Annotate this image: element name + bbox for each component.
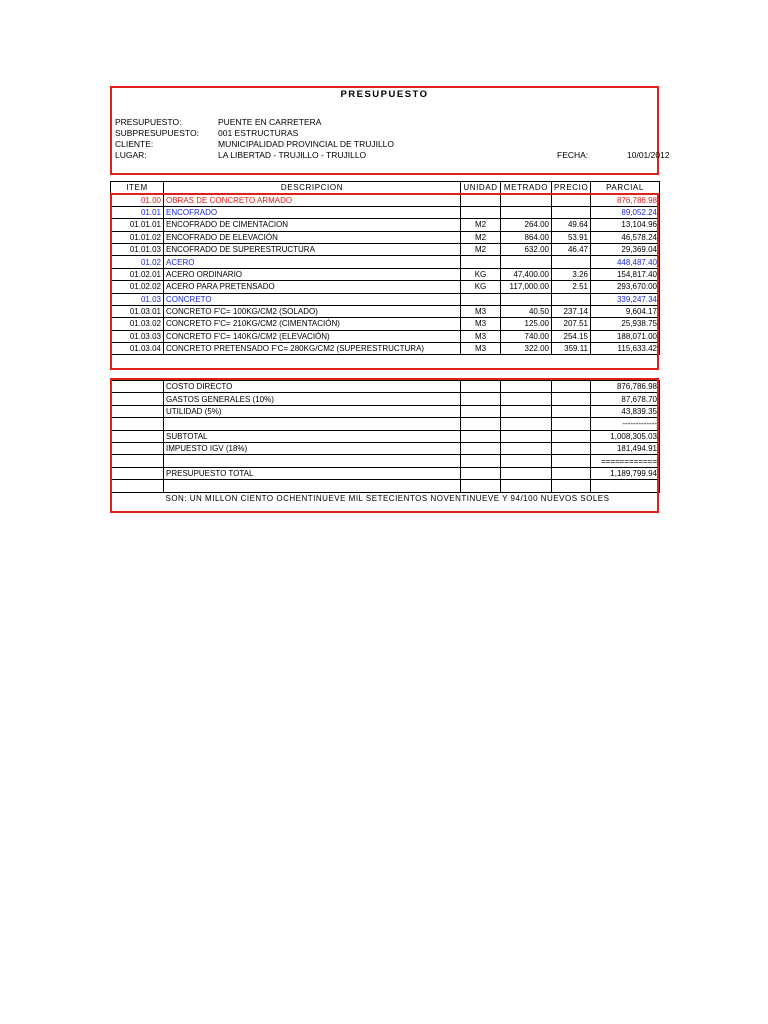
- row-unidad: [461, 293, 501, 305]
- row-precio: 359.11: [552, 343, 591, 355]
- table-row: [111, 305, 660, 317]
- summary-parcial: 1,008,305.03: [591, 430, 660, 442]
- row-item: 01.02.02: [111, 281, 164, 293]
- col-unidad: UNIDAD: [461, 182, 501, 194]
- summary-metrado: [501, 381, 552, 393]
- row-parcial: 115,633.42: [591, 343, 660, 355]
- row-precio: [552, 256, 591, 268]
- row-description: ACERO ORDINARIO: [164, 268, 461, 280]
- summary-item: [111, 418, 164, 430]
- summary-row: [111, 381, 660, 393]
- summary-precio: [552, 455, 591, 467]
- row-unidad: M2: [461, 219, 501, 231]
- summary-precio: [552, 405, 591, 417]
- row-precio: 2.51: [552, 281, 591, 293]
- row-precio: 237.14: [552, 305, 591, 317]
- summary-parcial: ============: [591, 455, 660, 467]
- row-item: 01.03: [111, 293, 164, 305]
- summary-metrado: [501, 480, 552, 492]
- row-description: CONCRETO F'C= 210KG/CM2 (CIMENTACIÓN): [164, 318, 461, 330]
- summary-parcial: 43,839.35: [591, 405, 660, 417]
- row-metrado: 322.00: [501, 343, 552, 355]
- summary-row: [111, 393, 660, 405]
- row-item: 01.02.01: [111, 268, 164, 280]
- row-unidad: KG: [461, 281, 501, 293]
- summary-description: GASTOS GENERALES (10%): [164, 393, 461, 405]
- table-row: [111, 268, 660, 280]
- header-box: [110, 86, 670, 175]
- summary-metrado: [501, 455, 552, 467]
- row-item: 01.03.01: [111, 305, 164, 317]
- row-unidad: KG: [461, 268, 501, 280]
- row-parcial: 154,817.40: [591, 268, 660, 280]
- row-unidad: [461, 206, 501, 218]
- row-parcial: 13,104.96: [591, 219, 660, 231]
- row-parcial: 188,071.00: [591, 330, 660, 342]
- table-row: [111, 231, 660, 243]
- table-row: [111, 318, 660, 330]
- summary-parcial: 876,786.98: [591, 381, 660, 393]
- summary-row: [111, 442, 660, 454]
- row-parcial: 293,670.00: [591, 281, 660, 293]
- summary-precio: [552, 467, 591, 479]
- col-descripcion: DESCRIPCION: [164, 182, 461, 194]
- summary-unidad: [461, 442, 501, 454]
- row-description: ENCOFRADO DE CIMENTACION: [164, 219, 461, 231]
- lugar-value: LA LIBERTAD - TRUJILLO - TRUJILLO: [218, 150, 367, 160]
- summary-parcial: 181,494.91: [591, 442, 660, 454]
- row-item: 01.01.01: [111, 219, 164, 231]
- row-metrado: [501, 256, 552, 268]
- table-row: [111, 194, 660, 206]
- row-unidad: [461, 256, 501, 268]
- summary-metrado: [501, 393, 552, 405]
- summary-description: COSTO DIRECTO: [164, 381, 461, 393]
- summary-item: [111, 430, 164, 442]
- presupuesto-value: PUENTE EN CARRETERA: [218, 117, 322, 127]
- summary-precio: [552, 480, 591, 492]
- row-metrado: 632.00: [501, 243, 552, 255]
- table-row: [111, 343, 660, 355]
- col-item: ITEM: [111, 182, 164, 194]
- summary-parcial: -------------: [591, 418, 660, 430]
- summary-description: [164, 480, 461, 492]
- summary-precio: [552, 381, 591, 393]
- table-row: [111, 330, 660, 342]
- summary-precio: [552, 442, 591, 454]
- summary-description: SUBTOTAL: [164, 430, 461, 442]
- summary-unidad: [461, 393, 501, 405]
- fecha-value: 10/01/2012: [627, 150, 670, 160]
- row-description: CONCRETO PRETENSADO F'C= 280KG/CM2 (SUPERESTRUCTURA): [164, 343, 461, 355]
- table-row: [111, 206, 660, 218]
- row-metrado: [501, 206, 552, 218]
- summary-precio: [552, 418, 591, 430]
- budget-table: [110, 181, 660, 355]
- summary-row: [111, 467, 660, 479]
- presupuesto-label: PRESUPUESTO:: [115, 117, 182, 127]
- row-description: CONCRETO F'C= 100KG/CM2 (SOLADO): [164, 305, 461, 317]
- row-item: 01.03.04: [111, 343, 164, 355]
- summary-metrado: [501, 405, 552, 417]
- row-description: ACERO PARA PRETENSADO: [164, 281, 461, 293]
- summary-item: [111, 455, 164, 467]
- row-parcial: 46,578.24: [591, 231, 660, 243]
- row-precio: 46.47: [552, 243, 591, 255]
- table-row: [111, 243, 660, 255]
- row-item: 01.02: [111, 256, 164, 268]
- row-metrado: 125.00: [501, 318, 552, 330]
- fecha-label: FECHA:: [557, 150, 589, 160]
- row-unidad: M3: [461, 343, 501, 355]
- summary-unidad: [461, 405, 501, 417]
- row-precio: [552, 293, 591, 305]
- cliente-label: CLIENTE:: [115, 139, 154, 149]
- row-precio: 254.15: [552, 330, 591, 342]
- page-title: PRESUPUESTO: [340, 89, 429, 100]
- row-description: CONCRETO: [164, 293, 461, 305]
- summary-row: [111, 455, 660, 467]
- row-item: 01.03.02: [111, 318, 164, 330]
- row-metrado: 40.50: [501, 305, 552, 317]
- row-parcial: 876,786.98: [591, 194, 660, 206]
- row-item: 01.01: [111, 206, 164, 218]
- row-unidad: M2: [461, 231, 501, 243]
- subpresupuesto-value: 001 ESTRUCTURAS: [218, 128, 299, 138]
- row-precio: 53.91: [552, 231, 591, 243]
- row-metrado: 264.00: [501, 219, 552, 231]
- row-precio: [552, 206, 591, 218]
- col-parcial: PARCIAL: [591, 182, 660, 194]
- summary-unidad: [461, 480, 501, 492]
- row-description: OBRAS DE CONCRETO ARMADO: [164, 194, 461, 206]
- row-item: 01.01.03: [111, 243, 164, 255]
- summary-metrado: [501, 467, 552, 479]
- summary-row: [111, 418, 660, 430]
- summary-parcial: 1,189,799.94: [591, 467, 660, 479]
- summary-item: [111, 405, 164, 417]
- row-unidad: M3: [461, 318, 501, 330]
- summary-description: UTILIDAD (5%): [164, 405, 461, 417]
- row-metrado: 864.00: [501, 231, 552, 243]
- table-header-row: [111, 182, 660, 194]
- summary-description: PRESUPUESTO TOTAL: [164, 467, 461, 479]
- row-metrado: 740.00: [501, 330, 552, 342]
- summary-unidad: [461, 467, 501, 479]
- summary-parcial: [591, 480, 660, 492]
- summary-metrado: [501, 418, 552, 430]
- row-item: 01.00: [111, 194, 164, 206]
- row-description: ENCOFRADO: [164, 206, 461, 218]
- summary-parcial: 87,678.70: [591, 393, 660, 405]
- table-row: [111, 293, 660, 305]
- lugar-label: LUGAR:: [115, 150, 147, 160]
- row-description: ENCOFRADO DE ELEVACIÓN: [164, 231, 461, 243]
- row-item: 01.01.02: [111, 231, 164, 243]
- summary-description: [164, 418, 461, 430]
- summary-item: [111, 393, 164, 405]
- row-unidad: M3: [461, 305, 501, 317]
- cliente-value: MUNICIPALIDAD PROVINCIAL DE TRUJILLO: [218, 139, 395, 149]
- row-item: 01.03.03: [111, 330, 164, 342]
- row-parcial: 448,487.40: [591, 256, 660, 268]
- col-precio: PRECIO: [552, 182, 591, 194]
- son-text: SON: UN MILLON CIENTO OCHENTINUEVE MIL SETECIENTOS NOVENTINUEVE Y 94/100 NUEVOS SOLES: [164, 492, 660, 504]
- row-metrado: 117,000.00: [501, 281, 552, 293]
- row-parcial: 89,052.24: [591, 206, 660, 218]
- subpresupuesto-label: SUBPRESUPUESTO:: [115, 128, 199, 138]
- son-row: [111, 492, 660, 504]
- summary-item: [111, 442, 164, 454]
- row-unidad: [461, 194, 501, 206]
- row-description: ACERO: [164, 256, 461, 268]
- row-parcial: 9,604.17: [591, 305, 660, 317]
- summary-metrado: [501, 430, 552, 442]
- row-parcial: 339,247.34: [591, 293, 660, 305]
- table-row: [111, 281, 660, 293]
- summary-unidad: [461, 381, 501, 393]
- table-row: [111, 219, 660, 231]
- summary-metrado: [501, 442, 552, 454]
- summary-table: [110, 380, 660, 504]
- summary-item: [111, 467, 164, 479]
- summary-item: [111, 381, 164, 393]
- row-description: CONCRETO F'C= 140KG/CM2 (ELEVACIÓN): [164, 330, 461, 342]
- table-row: [111, 256, 660, 268]
- row-precio: 49.64: [552, 219, 591, 231]
- summary-precio: [552, 430, 591, 442]
- lugar-row: [115, 149, 670, 161]
- row-unidad: M2: [461, 243, 501, 255]
- col-metrado: METRADO: [501, 182, 552, 194]
- summary-row: [111, 430, 660, 442]
- summary-precio: [552, 393, 591, 405]
- summary-item: [111, 480, 164, 492]
- summary-row: [111, 405, 660, 417]
- summary-unidad: [461, 430, 501, 442]
- summary-row: [111, 480, 660, 492]
- row-metrado: 47,400.00: [501, 268, 552, 280]
- summary-description: [164, 455, 461, 467]
- row-metrado: [501, 293, 552, 305]
- row-metrado: [501, 194, 552, 206]
- row-parcial: 25,938.75: [591, 318, 660, 330]
- row-precio: [552, 194, 591, 206]
- row-description: ENCOFRADO DE SUPERESTRUCTURA: [164, 243, 461, 255]
- row-precio: 207.51: [552, 318, 591, 330]
- row-parcial: 29,369.04: [591, 243, 660, 255]
- row-unidad: M3: [461, 330, 501, 342]
- row-precio: 3.26: [552, 268, 591, 280]
- summary-description: IMPUESTO IGV (18%): [164, 442, 461, 454]
- summary-unidad: [461, 418, 501, 430]
- summary-unidad: [461, 455, 501, 467]
